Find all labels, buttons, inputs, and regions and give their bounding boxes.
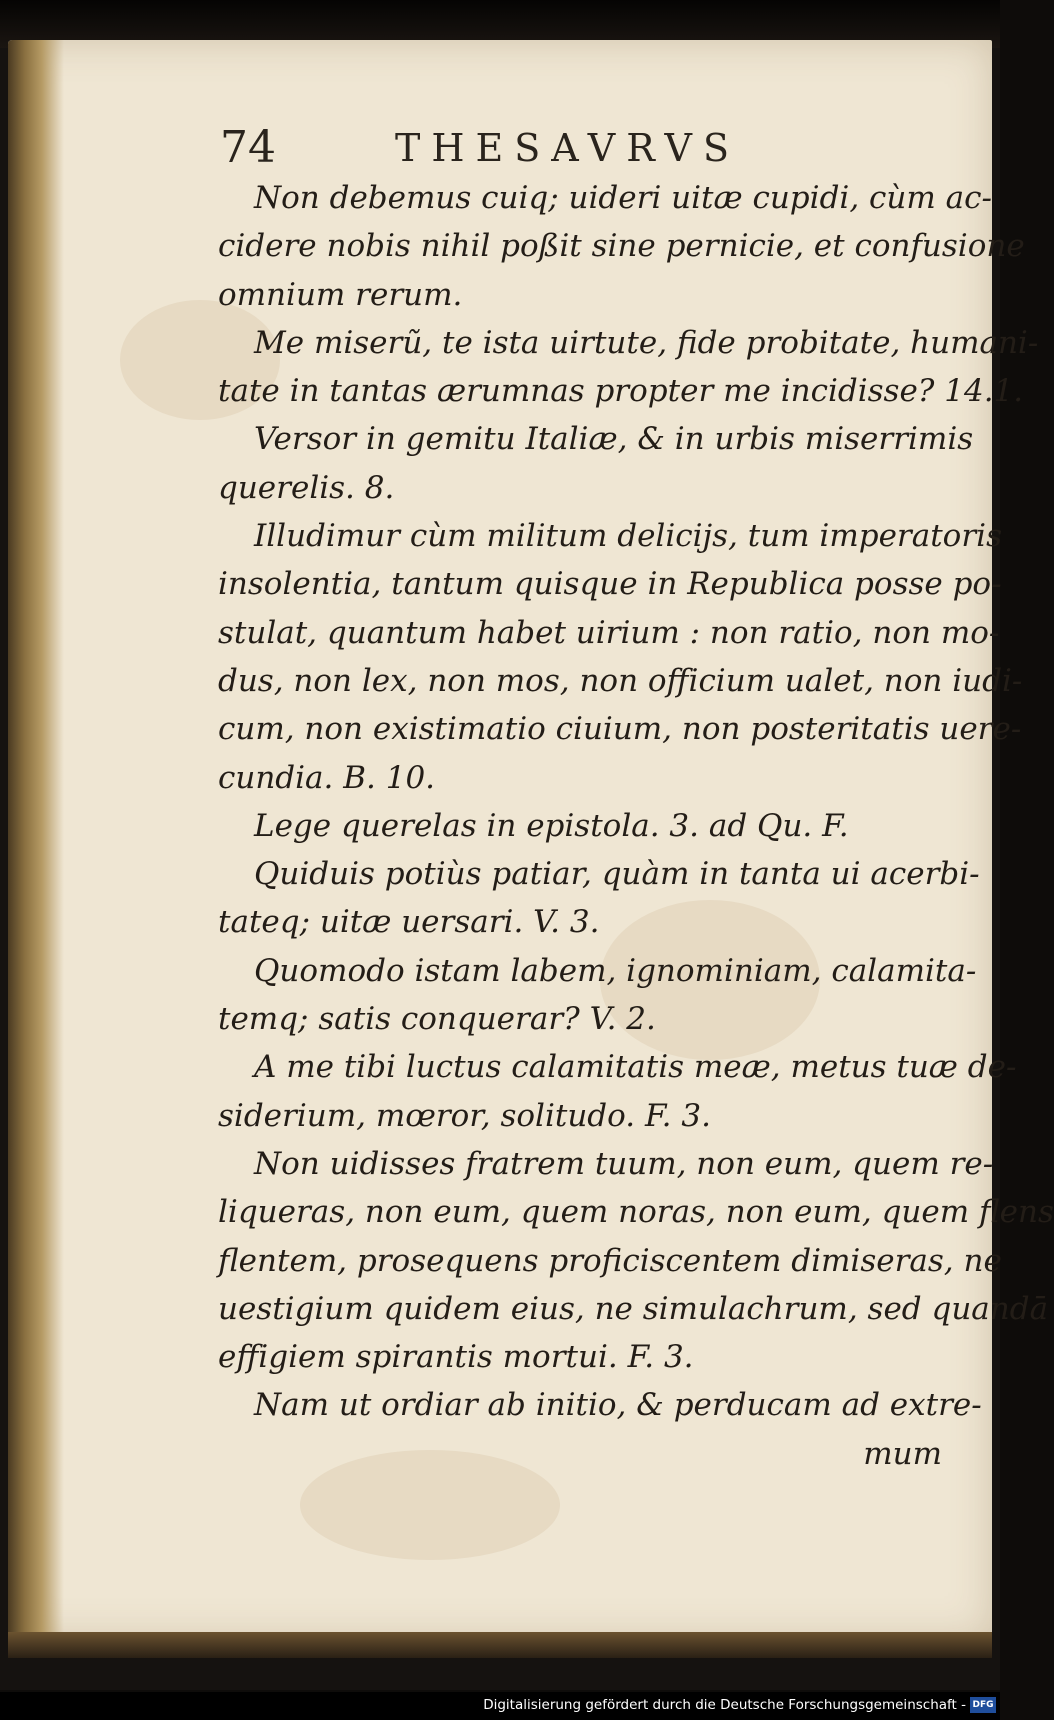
page-bottom-edge	[8, 1632, 992, 1658]
text-line: Non debemus cuiq; uideri uitæ cupidi, cùm ac-	[254, 180, 992, 216]
page-spine-gutter	[8, 40, 64, 1640]
text-line: tateq; uitæ uersari. V. 3.	[218, 904, 600, 941]
footer-credit: Digitalisierung gefördert durch die Deutsche Forschungsgemeinschaft -	[483, 1697, 966, 1713]
text-line: Non uidisses fratrem tuum, non eum, quem re-	[254, 1145, 994, 1182]
text-line: cum, non existimatio ciuium, non posteritatis uere-	[218, 711, 1022, 748]
text-line: Me miserũ, te ista uirtute, fide probitate, humani-	[254, 324, 1039, 361]
page-number: 74	[220, 122, 276, 173]
text-line: dus, non lex, non mos, non officium ualet, non iudi-	[218, 662, 1023, 699]
text-line: siderium, mœror, solitudo. F. 3.	[218, 1097, 711, 1134]
catchword: mum	[863, 1435, 942, 1472]
text-line: Illudimur cùm militum delicijs, tum imperatoris	[254, 518, 1002, 555]
text-line: cidere nobis nihil poßit sine pernicie, et confusione	[218, 228, 1025, 265]
text-line: flentem, prosequens proficiscentem dimiseras, ne	[218, 1242, 1002, 1279]
text-line: temq; satis conquerar? V. 2.	[218, 1001, 656, 1038]
text-line: A me tibi luctus calamitatis meæ, metus tuæ de-	[254, 1049, 1017, 1086]
text-line: Versor in gemitu Italiæ, & in urbis miserrimis	[254, 421, 974, 458]
page-header	[220, 122, 760, 182]
text-line: Quiduis potiùs patiar, quàm in tanta ui acerbi-	[254, 856, 980, 893]
text-line: uestigium quidem eius, ne simulachrum, sed quandā	[218, 1290, 1049, 1327]
running-title: THESAVRVS	[395, 126, 740, 170]
text-line: cundia. B. 10.	[218, 759, 436, 796]
text-line: effigiem spirantis mortui. F. 3.	[218, 1339, 694, 1376]
text-line: Quomodo istam labem, ignominiam, calamita-	[254, 952, 977, 989]
main-text	[218, 174, 1054, 1478]
digitization-footer	[0, 1692, 1000, 1720]
text-line: insolentia, tantum quisque in Republica posse po-	[218, 566, 1002, 603]
text-line: tate in tantas ærumnas propter me incidisse? 14.1.	[218, 373, 1024, 410]
text-line: Lege querelas in epistola. 3. ad Qu. F.	[254, 807, 849, 844]
text-line: omnium rerum.	[218, 276, 463, 313]
text-line: querelis. 8.	[218, 469, 395, 506]
dfg-logo-icon: DFG	[970, 1697, 996, 1713]
text-line: liqueras, non eum, quem noras, non eum, quem flens	[218, 1194, 1054, 1231]
text-line: Nam ut ordiar ab initio, & perducam ad extre-	[254, 1387, 982, 1424]
text-line: stulat, quantum habet uirium : non ratio, non mo-	[218, 614, 1000, 651]
